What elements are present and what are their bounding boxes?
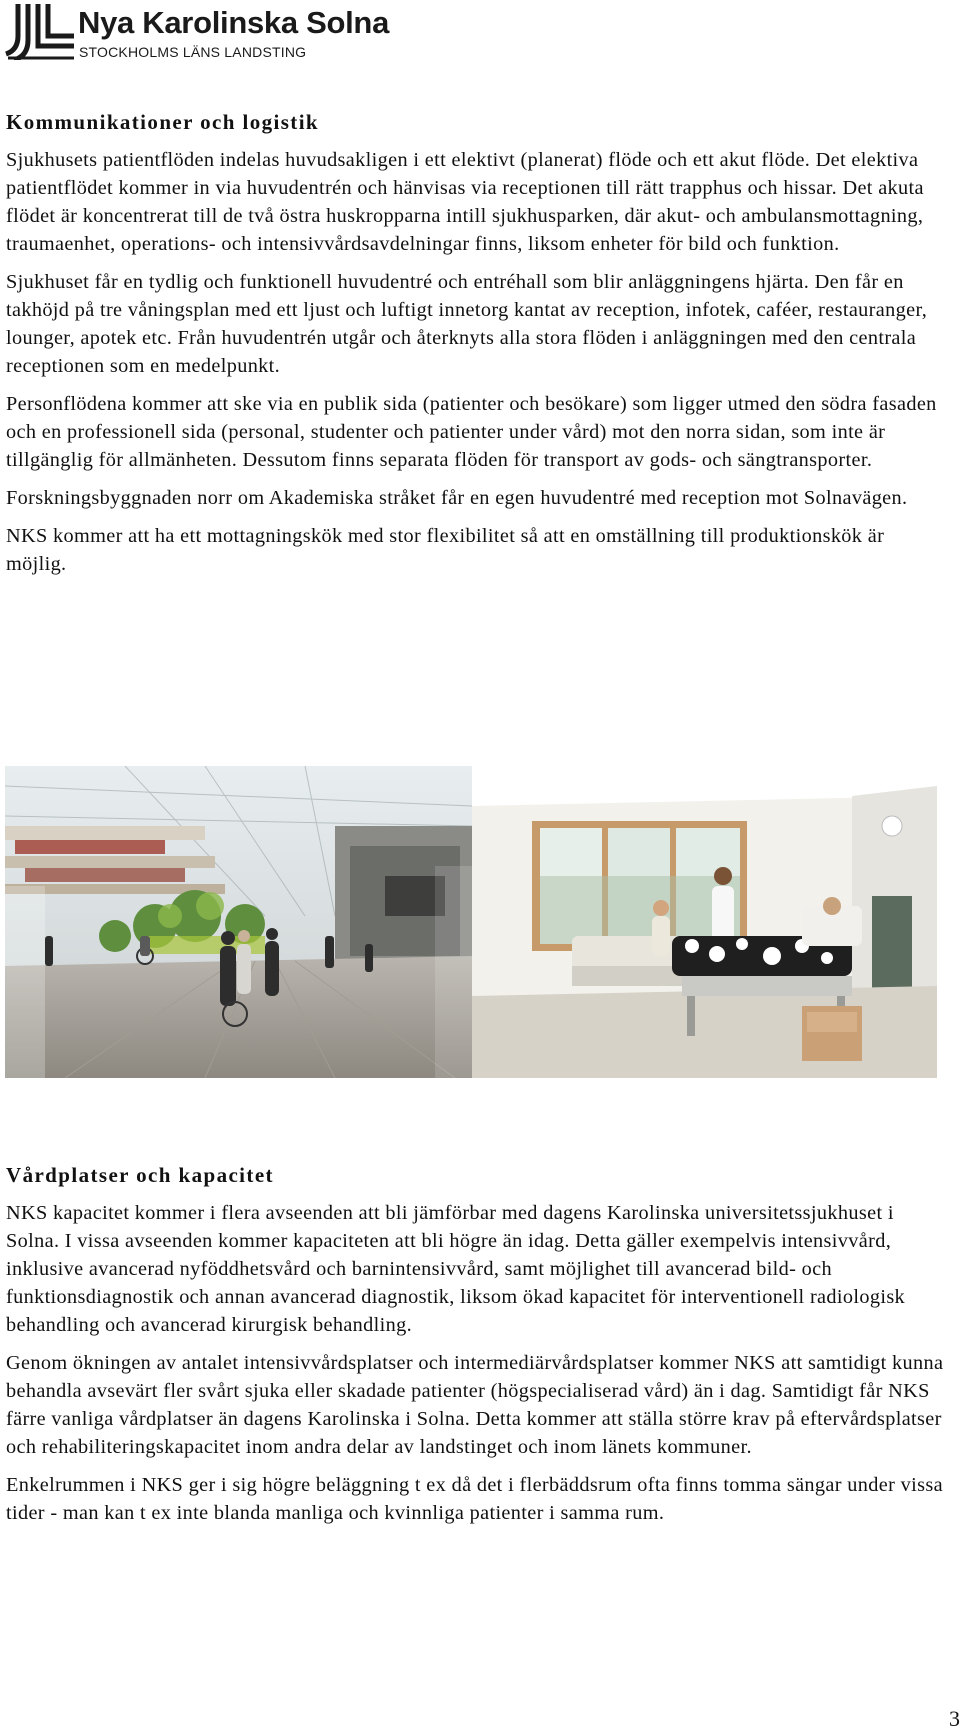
paragraph: NKS kapacitet kommer i flera avseenden att bli jämförbar med dagens Karolinska universitetssjukhuset i Solna. I vissa avseenden kommer kapaciteten att bli högre än idag. Detta gäller exempelvis intensivvård, inklusive avancerad nyföddhetsvård och barnintensivvård, samt möjlighet till avancerad bild- och funktionsdiagnostik och annan avancerad diagnostik, liksom ökad kapacitet för interventionell radiologisk behandling och avancerad kirurgisk behandling. <box>6 1202 906 1336</box>
logo-subtitle: STOCKHOLMS LÄNS LANDSTING <box>79 44 307 60</box>
paragraph: Genom ökningen av antalet intensivvårdsplatser och intermediärvårdsplatser kommer NKS att samtidigt kunna behandla avsevärt fler svårt sjuka eller skadade patienter (högspecialiserad vård) än i dag. Samtidigt får NKS färre vanliga vårdplatser än dagens Karolinska i Solna. Detta kommer att ställa större krav på eftervårdsplatser och rehabiliteringskapacitet inom andra delar av landstinget och inom länets kommuner. <box>6 1352 944 1458</box>
paragraph: Forskningsbyggnaden norr om Akademiska stråket får en egen huvudentré med reception mot Solnavägen. <box>6 487 908 509</box>
section-capacity <box>6 1163 946 1537</box>
atrium-illustration <box>5 766 472 1078</box>
section-heading: Vårdplatser och kapacitet <box>6 1163 274 1187</box>
illustration-photos <box>5 766 937 1078</box>
section-heading: Kommunikationer och logistik <box>6 110 320 134</box>
logo-name: Nya Karolinska Solna <box>78 5 390 40</box>
patient-room-illustration <box>472 766 937 1078</box>
paragraph: Sjukhusets patientflöden indelas huvudsakligen i ett elektivt (planerat) flöde och ett akut flöde. Det elektiva patientflödet kommer in via huvudentrén och hänvisas via receptionen till rätt trapphus och hissar. Det akuta flödet är koncentrerat till de två östra huskropparna intill sjukhusparken, där akut- och ambulansmottagning, traumaenhet, operations- och intensivvårdsavdelningar finns, liksom enheter för bild och funktion. <box>6 149 924 255</box>
hospital-logo <box>4 2 424 60</box>
paragraph: Enkelrummen i NKS ger i sig högre beläggning t ex då det i flerbäddsrum ofta finns tomma sängar under vissa tider - man kan t ex inte blanda manliga och kvinnliga patienter i samma rum. <box>6 1474 943 1524</box>
section-communications <box>6 110 946 588</box>
paragraph: Sjukhuset får en tydlig och funktionell huvudentré och entréhall som blir anläggningens hjärta. Den får en takhöjd på tre våningsplan med ett ljust och luftigt innetorg kantat av reception, infotek, caféer, restauranger, lounger, apotek etc. Från huvudentrén utgår och återknyts alla stora flöden i anläggningen med den centrala receptionen som en medelpunkt. <box>6 271 928 377</box>
paragraph: NKS kommer att ha ett mottagningskök med stor flexibilitet så att en omställning till produktionskök är möjlig. <box>6 525 885 575</box>
paragraph: Personflödena kommer att ske via en publik sida (patienter och besökare) som ligger utmed den södra fasaden och en professionell sida (personal, studenter och patienter under vård) mot den norra sidan, som inte är tillgänglig för allmänheten. Dessutom finns separata flöden för transport av gods- och sängtransporter. <box>6 393 937 471</box>
logo-mark-icon <box>4 2 76 60</box>
page-number: 3 <box>949 1706 960 1731</box>
